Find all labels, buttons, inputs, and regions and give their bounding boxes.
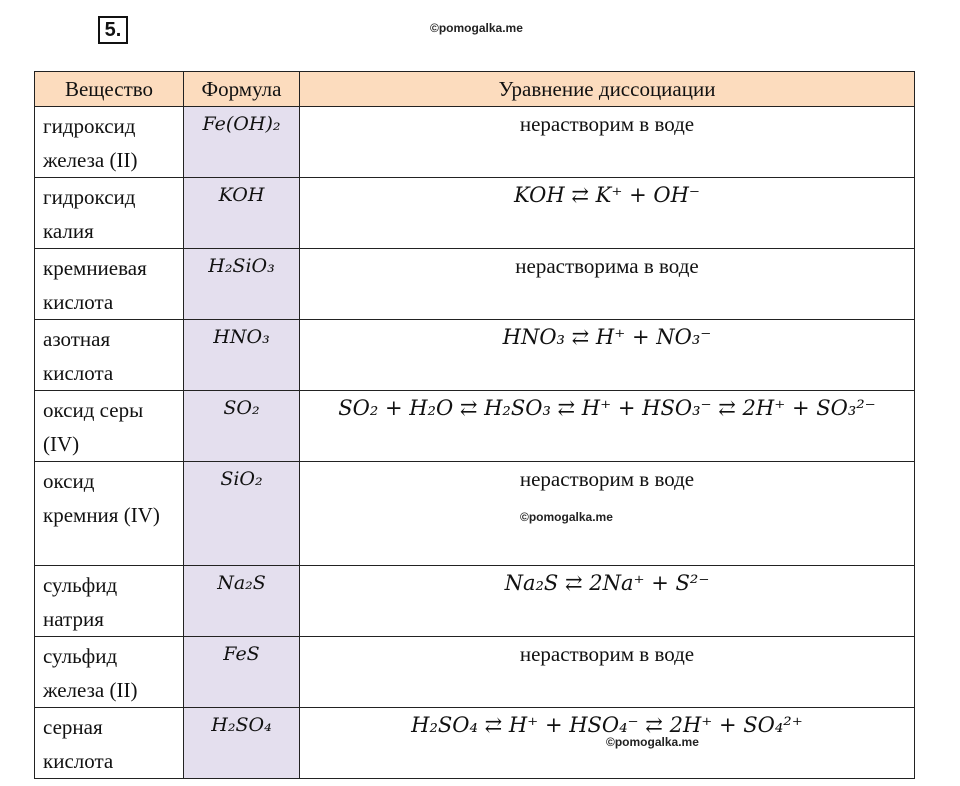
- substance-cell: оксид кремния (IV): [35, 462, 184, 566]
- table-row: [35, 391, 915, 462]
- formula-cell: Na₂S: [184, 566, 300, 637]
- header-formula: Формула: [184, 72, 300, 107]
- table-row: [35, 178, 915, 249]
- table-row: [35, 708, 915, 779]
- substance-cell: сульфид железа (II): [35, 637, 184, 708]
- dissociation-table: [34, 71, 915, 779]
- table-row: [35, 249, 915, 320]
- table-row: [35, 566, 915, 637]
- task-number: 5.: [98, 16, 128, 44]
- watermark: ©pomogalka.me: [520, 510, 613, 524]
- equation-cell: Na₂S ⇄ 2Na⁺ + S²⁻: [300, 566, 915, 637]
- equation-cell: SO₂ + H₂O ⇄ H₂SO₃ ⇄ H⁺ + HSO₃⁻ ⇄ 2H⁺ + SO₃²⁻: [300, 391, 915, 462]
- formula-cell: SiO₂: [184, 462, 300, 566]
- formula-cell: H₂SO₄: [184, 708, 300, 779]
- formula-cell: KOH: [184, 178, 300, 249]
- equation-cell: H₂SO₄ ⇄ H⁺ + HSO₄⁻ ⇄ 2H⁺ + SO₄²⁺: [300, 708, 915, 779]
- formula-cell: HNO₃: [184, 320, 300, 391]
- formula-cell: Fe(OH)₂: [184, 107, 300, 178]
- substance-cell: гидроксид железа (II): [35, 107, 184, 178]
- table-row: [35, 107, 915, 178]
- formula-cell: FeS: [184, 637, 300, 708]
- table-row: [35, 462, 915, 566]
- table-row: [35, 637, 915, 708]
- substance-cell: сульфид натрия: [35, 566, 184, 637]
- header-substance: Вещество: [35, 72, 184, 107]
- formula-cell: H₂SiO₃: [184, 249, 300, 320]
- formula-cell: SO₂: [184, 391, 300, 462]
- header-equation: Уравнение диссоциации: [300, 72, 915, 107]
- equation-cell: нерастворима в воде: [300, 249, 915, 320]
- equation-cell: нерастворим в воде: [300, 107, 915, 178]
- substance-cell: серная кислота: [35, 708, 184, 779]
- header-row: [35, 72, 915, 107]
- equation-cell: нерастворим в воде: [300, 462, 915, 566]
- table-row: [35, 320, 915, 391]
- equation-cell: KOH ⇄ K⁺ + OH⁻: [300, 178, 915, 249]
- watermark: ©pomogalka.me: [430, 21, 523, 35]
- substance-cell: оксид серы (IV): [35, 391, 184, 462]
- substance-cell: кремниевая кислота: [35, 249, 184, 320]
- watermark: ©pomogalka.me: [606, 735, 699, 749]
- substance-cell: азотная кислота: [35, 320, 184, 391]
- equation-cell: нерастворим в воде: [300, 637, 915, 708]
- equation-cell: HNO₃ ⇄ H⁺ + NO₃⁻: [300, 320, 915, 391]
- substance-cell: гидроксид калия: [35, 178, 184, 249]
